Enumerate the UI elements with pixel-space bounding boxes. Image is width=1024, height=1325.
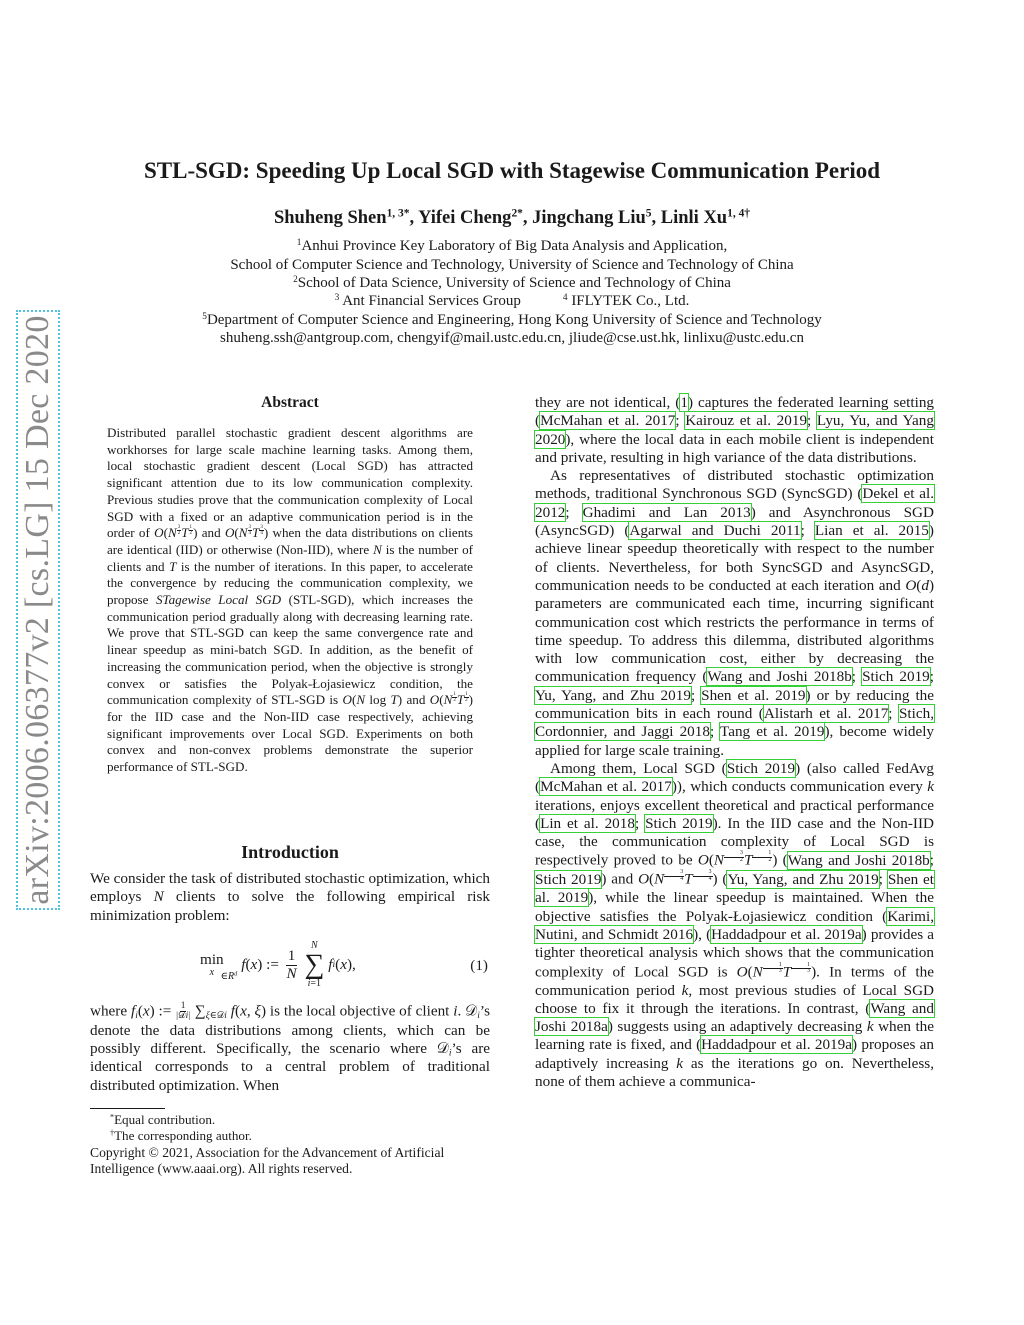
citation-link[interactable]: Stich, Cordonnier, and Jaggi 2018 — [535, 705, 935, 741]
affiliation-mark: 1 — [296, 237, 302, 248]
affiliation-mark: 2 — [293, 274, 298, 285]
equation-body: min x $\in R^d$ f ( x ) := 1 N N ∑ i=1 f i ( x ), — [200, 940, 356, 989]
paragraph: they are not identical, (1) captures the federated learning setting (McMahan et al. 2017; Kairouz et al. 2019; Lyu, Yu, and Yang 2020), where the local data in each mobile client is independent and private, resulting in high variance of the data distributions. — [535, 394, 935, 466]
footnote-divider — [90, 1108, 165, 1109]
body-text: ’s are identical corresponds to a central problem of traditional distributed optimization. When — [90, 1040, 491, 1094]
stagewise-term: STagewise Local SGD — [155, 592, 282, 608]
body-text: achieve linear speedup theoretically with respect to the number of clients. Nevertheless, for both SyncSGD and AsyncSGD, communication needs to be conducted at each iteration and — [535, 540, 934, 594]
author-name: Shuheng Shen — [273, 208, 387, 228]
equation-number: (1) — [470, 957, 488, 974]
citation-link[interactable]: Lyu, Yu, and Yang 2020 — [535, 412, 934, 448]
author-name: Linli Xu — [660, 208, 728, 228]
citation-link[interactable]: Tang et al. 2019 — [719, 723, 825, 741]
citation-link[interactable]: Haddadpour et al. 2019a — [701, 1036, 852, 1054]
citation-link[interactable]: Shen et al. 2019 — [701, 686, 806, 704]
body-text: most previous studies of Local SGD choose to fix it through the iterations. In contrast, — [535, 981, 935, 1017]
citation-link[interactable]: Lian et al. 2015 — [814, 522, 929, 540]
author-emails: shuheng.ssh@antgroup.com, chengyif@mail.ustc.edu.cn, jliude@cse.ust.hk, linlixu@ustc.edu.cn — [220, 330, 804, 346]
abstract-sentence: (STL-SGD), which increases the communication period gradually along with decreasing learning rate. We prove that STL-SGD can keep the same convergence rate and linear speedup as mini-batch SGD. In addition, as the benefit of increasing the communication period, when the objective is strongly convex or satisfies the Polyak-Łojasiewicz condition, the communication complexity of STL-SGD is — [107, 592, 473, 708]
citation-link[interactable]: Dekel et al. 2012 — [535, 485, 935, 521]
body-text: We consider the task of distributed stochastic optimization, which employs — [90, 870, 490, 906]
citation-link[interactable]: Stich 2019 — [862, 668, 930, 686]
citation-link[interactable]: Wang and Joshi 2018b — [787, 852, 930, 870]
abstract-heading: Abstract — [261, 394, 319, 411]
abstract-sentence: and — [201, 525, 221, 541]
paragraph: As representatives of distributed stochastic optimization methods, traditional Synchronous SGD (SyncSGD) (Dekel et al. 2012; Ghadimi and Lan 2013) and Asynchronous SGD (AsyncSGD) (Agarwal and Duchi 2011; Lian et al. 2015) achieve linear speedup theoretically with respect to the number of clients. Nevertheless, for both SyncSGD and AsyncSGD, communication needs to be conducted at each iteration and O(d) parameters are communicated each time, incurring significant communication cost which restricts the performance in terms of time speedup. To address this dilemma, distributed algorithms with low communication cost, either by decreasing the communication frequency (Wang and Joshi 2018b; Stich 2019; Yu, Yang, and Zhu 2019; Shen et al. 2019) or by reducing the communication bits in each round (Alistarh et al. 2017; Stich, Cordonnier, and Jaggi 2018; Tang et al. 2019), become widely applied for large scale training. — [535, 467, 935, 759]
body-text: become widely applied for large scale training. — [535, 723, 935, 759]
affiliation-mark: 4 — [562, 292, 568, 303]
citation-link[interactable]: McMahan et al. 2017 — [540, 412, 676, 430]
body-text: proposes an adaptively increasing — [535, 1036, 935, 1072]
math-inline: N — [373, 541, 382, 557]
author-name: Jingchang Liu — [532, 208, 646, 228]
citation-link[interactable]: Wang and Joshi 2018b — [707, 668, 852, 686]
body-text: iterations, enjoys excellent theoretical and practical performance — [535, 796, 934, 814]
abstract-sentence: is the number of clients and — [107, 541, 473, 574]
footnote: *Equal contribution. — [110, 1112, 216, 1127]
citation-link[interactable]: McMahan et al. 2017 — [540, 778, 672, 796]
body-text: parameters are communicated each time, incurring significant communication cost which restricts the performance in terms of time speedup. To address this dilemma, distributed algorithms with low communication cost, either by decreasing the communication frequency — [535, 595, 934, 686]
affiliation-line — [0, 238, 1024, 255]
citation-link[interactable]: Agarwal and Duchi 2011 — [629, 522, 801, 540]
citation-link[interactable]: Lin et al. 2018 — [540, 814, 635, 832]
body-text: As representatives of distributed stochastic optimization methods, traditional Synchronous SGD (SyncSGD) — [535, 467, 934, 503]
footnote-text: The corresponding author. — [114, 1128, 252, 1144]
body-text: In terms of the communication period — [535, 963, 934, 999]
affiliation-text: Anhui Province Key Laboratory of Big Data Analysis and Application, — [301, 238, 728, 254]
author-name: Yifei Cheng — [418, 208, 512, 228]
paper-title: STL-SGD: Speeding Up Local SGD with Stagewise Communication Period — [143, 158, 881, 183]
abstract-sentence: for the IID case and the Non-IID case respectively, achieving significant improvements over Local SGD. Experiments on both convex and non-convex problems demonstrate the superior performance of STL-SGD. — [107, 708, 473, 775]
author-mark: 2* — [511, 207, 523, 220]
body-text: ’s denote the data distributions among clients, which can be possibly different. Specifically, the scenario where — [90, 1002, 491, 1058]
math-inline: N — [153, 888, 164, 906]
body-text: they are not identical, — [535, 394, 671, 411]
author-mark: 1, 3* — [386, 207, 410, 220]
body-text: (also called FedAvg — [806, 759, 934, 777]
citation-link[interactable]: Kairouz et al. 2019 — [685, 412, 808, 430]
body-text: when the learning rate is fixed, and — [535, 1018, 935, 1054]
equation-link[interactable]: 1 — [680, 394, 688, 411]
abstract-sentence: Distributed parallel stochastic gradient descent algorithms are workhorses for large scale machine learning tasks. Among them, local stochastic gradient descent (Local SGD) has attracted significant attention due to its low communication complexity. Previous studies prove that the communication complexity of Local SGD with a fixed or an adaptive communication period is in the order of — [107, 425, 473, 541]
affiliation-text: Department of Computer Science and Engineering, Hong Kong University of Science and Technology — [206, 312, 822, 328]
affiliation-line: School of Computer Science and Technology, University of Science and Technology of China — [230, 257, 794, 273]
math-inline: T — [169, 558, 177, 574]
math-inline: O — [154, 525, 164, 541]
copyright-notice: Copyright © 2021, Association for the Advancement of Artificial Intelligence (www.aaai.org). All rights reserved. — [90, 1144, 445, 1177]
intro-paragraph: where $f_i(x)$ := $\frac{1}{\text{|𝒟i|}}$ $\sum_{\xi\in 𝒟i}$ f(x, ξ) is the local objective of client i. 𝒟$_i$’s denote the data distributions among clients, which can be possibly different. Specifically, the scenario where 𝒟$_i$’s are identical corresponds to a central problem of traditional distributed optimization. When — [90, 1001, 491, 1094]
citation-link[interactable]: Shen et al. 2019 — [535, 871, 934, 907]
paragraph: Among them, Local SGD (Stich 2019) (also called FedAvg (McMahan et al. 2017)), which conducts communication every k iterations, enjoys excellent theoretical and practical performance (Lin et al. 2018; Stich 2019). In the IID case and the Non-IID case, the communication complexity of Local SGD is respectively proved to be O(N $^{\frac{3}{2}}$ T $^{\frac{1}{2}}$ ) (Wang and Joshi 2018b; Stich 2019) and O(N $^{\frac{3}{4}}$ T $^{\frac{3}{4}}$ ) (Yu, Yang, and Zhu 2019; Shen et al. 2019), while the linear speedup is maintained. When the objective satisfies the Polyak-Łojasiewicz condition (Karimi, Nutini, and Schmidt 2016), (Haddadpour et al. 2019a) provides a tighter theoretical analysis which shows that the communication complexity of Local SGD is O(N $^{\frac{1}{3}}$ T $^{\frac{1}{3}}$ ). In terms of the communication period k, most previous studies of Local SGD choose to fix it through the iterations. In contrast, (Wang and Joshi 2018a) suggests using an adaptively decreasing k when the learning rate is fixed, and (Haddadpour et al. 2019a) proposes an adaptively increasing k as the iterations go on. Nevertheless, none of them achieve a communica- — [535, 759, 935, 1090]
citation-link[interactable]: Alistarh et al. 2017 — [763, 705, 889, 723]
math-inline: O — [342, 692, 352, 708]
citation-link[interactable]: Yu, Yang, and Zhu 2019 — [535, 686, 691, 704]
equation-1 — [90, 935, 490, 995]
citation-link[interactable]: Ghadimi and Lan 2013 — [582, 503, 751, 521]
abstract-sentence: when the data distributions on clients are identical (IID) or otherwise (Non-IID), where — [107, 525, 473, 557]
affiliation-mark: 3 — [334, 292, 340, 303]
citation-link[interactable]: Wang and Joshi 2018a — [535, 999, 934, 1036]
math-inline: O — [429, 692, 440, 708]
affiliation-line — [0, 312, 1024, 329]
author-list: Shuheng Shen$^{1, 3*}$, Yifei Cheng$^{2*}$, Jingchang Liu$^5$, Linli $Xu^{1, 4\dagger}$ — [273, 207, 751, 228]
affiliation-text: IFLYTEK Co., Ltd. — [571, 293, 690, 309]
body-text: suggests using an adaptively decreasing — [617, 1018, 863, 1036]
citation-link[interactable]: Stich 2019 — [535, 871, 602, 889]
body-text: is the local objective of client — [269, 1002, 450, 1020]
abstract-text: Distributed parallel stochastic gradient descent algorithms are workhorses for large scale machine learning tasks. Among them, local stochastic gradient descent (Local SGD) has attracted significant attention due to its low communication complexity. Previous studies prove that the communication complexity of Local SGD with a fixed or an adaptive communication period is in the order of O(N $^{\frac{3}{2}}$ T $^{\frac{1}{2}}$ ) and O(N $^{\frac{3}{4}}$ T $^{\frac{3}{4}}$ ) when the data distributions on clients are identical (IID) or otherwise (Non-IID), where N is the number of clients and T is the number of iterations. In this paper, to accelerate the convergence by reducing the communication complexity, we propose STagewise Local SGD (STL-SGD), which increases the communication period gradually along with decreasing learning rate. We prove that STL-SGD can keep the same convergence rate and linear speedup as mini-batch SGD. In addition, as the benefit of increasing the communication period, when the objective is strongly convex or satisfies the Polyak-Łojasiewicz condition, the communication complexity of STL-SGD is O(N log T) and O(N $^{\frac{1}{2}}$ T $^{\frac{1}{2}}$ ) for the IID case and the Non-IID case respectively, achieving significant improvements over Local SGD. Experiments on both convex and non-convex problems demonstrate the superior performance of STL-SGD. — [107, 425, 474, 775]
body-text: which conducts communication every — [690, 778, 923, 796]
affiliation-mark: 5 — [202, 311, 207, 322]
body-text: and — [611, 871, 634, 889]
citation-link[interactable]: Stich 2019 — [726, 759, 796, 777]
citation-link[interactable]: Karimi, Nutini, and Schmidt 2016 — [535, 907, 935, 943]
affiliation-text: Ant Financial Services Group — [342, 293, 521, 309]
affiliation-text: School of Data Science, University of Science and Technology of China — [297, 275, 731, 291]
body-text: or by reducing the communication bits in each round — [535, 686, 934, 723]
citation-link[interactable]: Yu, Yang, and Zhu 2019 — [727, 871, 879, 889]
body-text: clients to solve the following empirical risk minimization problem: — [90, 888, 490, 924]
body-text: while the linear speedup is maintained. When the objective satisfies the Polyak-Łojasiewicz condition — [535, 889, 934, 925]
body-text: provides a tighter theoretical analysis which shows that the communication complexity of Local SGD is — [535, 925, 935, 981]
body-text: Among them, Local SGD — [550, 759, 715, 777]
right-column — [535, 394, 934, 1091]
abstract-sentence: and — [406, 692, 426, 708]
body-text: captures the federated learning setting — [698, 394, 935, 411]
affiliation-line — [0, 275, 1024, 292]
footnote-text: Equal contribution. — [114, 1112, 216, 1127]
footnote: †The corresponding author. — [110, 1128, 252, 1144]
abstract-sentence: is the number of iterations. In this paper, to accelerate the convergence by reducing the communication complexity, we propose — [107, 558, 473, 608]
body-text: and Asynchronous SGD (AsyncSGD) — [535, 503, 934, 540]
intro-paragraph — [90, 870, 490, 925]
author-mark: 5 — [645, 207, 652, 220]
arxiv-stamp — [15, 310, 61, 910]
arxiv-identifier: arXiv:2006.06377v2 [cs.LG] 15 Dec 2020 — [16, 310, 60, 910]
body-text: In the IID case and the Non-IID case, the communication complexity of Local SGD is respectively proved to be — [535, 814, 934, 870]
math-inline: O — [224, 525, 235, 541]
footnotes — [90, 1112, 490, 1178]
author-mark: 1, 4† — [727, 207, 751, 220]
section-heading-introduction: Introduction — [241, 842, 339, 862]
citation-link[interactable]: Haddadpour et al. 2019a — [711, 925, 862, 943]
citation-link[interactable]: Stich 2019 — [645, 814, 713, 832]
body-text: as the iterations go on. Nevertheless, none of them achieve a communica- — [535, 1054, 935, 1090]
affiliation-line — [0, 293, 1024, 310]
body-text: where the local data in each mobile client is independent and private, resulting in high variance of the data distributions. — [535, 430, 934, 466]
